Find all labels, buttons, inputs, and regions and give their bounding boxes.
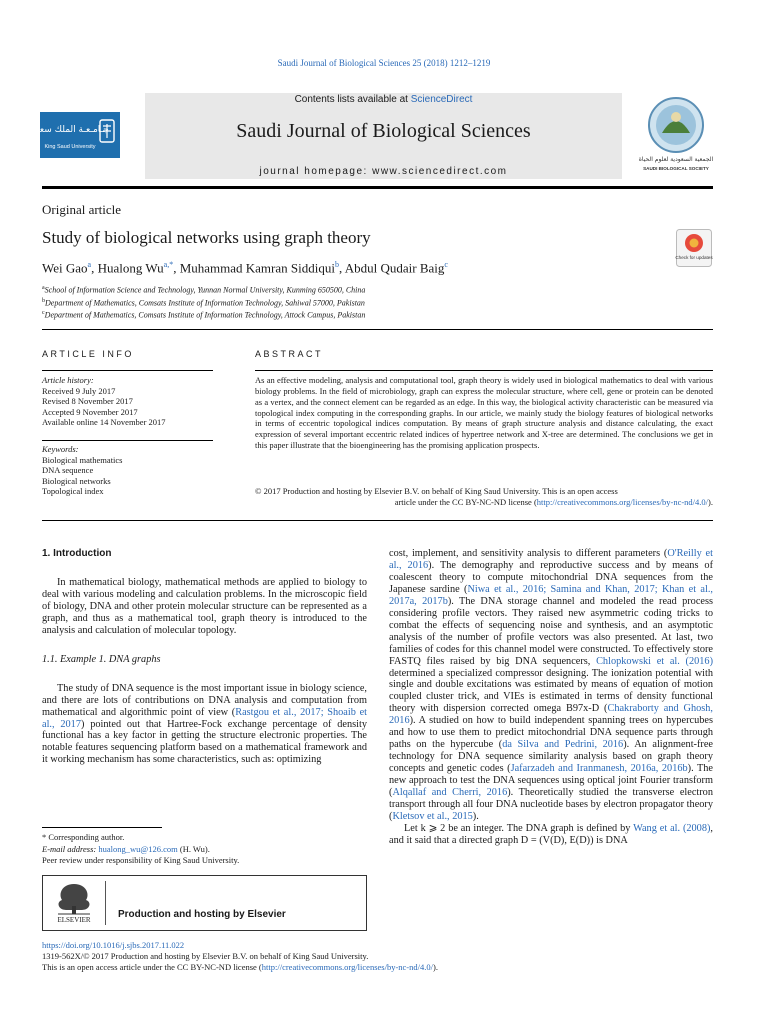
body-text: ). (472, 810, 479, 822)
oa-license-link[interactable]: http://creativecommons.org/licenses/by-nc-nd/4.0/ (261, 962, 433, 973)
copyright-prefix: article under the CC BY-NC-ND license ( (394, 496, 537, 507)
body-text: ). An alignment-free technology for DNA sequence similarity analysis based on graph theory concepts and genetic codes ( (389, 739, 713, 775)
affiliation-text: Department of Mathematics, Comsats Institute of Information Technology, Sahiwal 57000, Pakistan (45, 298, 365, 308)
abstract-heading: ABSTRACT (255, 349, 324, 359)
left-logo-arabic: جـامـعـة الملك سعود (31, 125, 109, 135)
body-text: , and it said that a directed graph D = (V(D), E(D)) is DNA (389, 822, 713, 846)
citation-link[interactable]: O'Reilly et al., 2016 (389, 548, 713, 571)
sciencedirect-link[interactable]: ScienceDirect (410, 94, 473, 105)
keyword: Biological mathematics (42, 454, 123, 465)
history-item: Accepted 9 November 2017 (42, 406, 138, 417)
king-saud-university-logo (31, 112, 120, 158)
citation-link[interactable]: Jafarzadeh and Iranmanesh, 2016a, 2016b (510, 763, 688, 775)
history-label: Article history: (42, 375, 94, 385)
info-rule (42, 370, 213, 371)
doi-link[interactable]: https://doi.org/10.1016/j.sjbs.2017.11.022 (42, 940, 185, 950)
abstract-rule (255, 370, 713, 371)
section-heading-introduction: 1. Introduction (42, 548, 112, 559)
author-list (42, 260, 448, 276)
contents-prefix: Contents lists available at (294, 94, 411, 105)
history-item: Revised 8 November 2017 (42, 396, 133, 407)
citation-link[interactable]: Rastgou et al., 2017; Shoaib et al., 2017 (42, 706, 367, 730)
dna-graph-definition-paragraph (389, 823, 713, 847)
copyright-suffix: ). (708, 496, 713, 507)
title-rule (42, 329, 713, 330)
citation-link[interactable]: Chakraborty and Ghosh, 2016 (389, 703, 713, 727)
citation-link[interactable]: Alqallaf and Cherri, 2016 (392, 787, 508, 799)
abstract-bottom-rule (42, 520, 713, 521)
bottom-notes (42, 940, 438, 974)
author-separator: , (338, 260, 345, 276)
author-separator: , (173, 260, 180, 276)
issn-line: 1319-562X/© 2017 Production and hosting by Elsevier B.V. on behalf of King Saud University. (42, 951, 369, 962)
right-logo-arabic: الجمعية السعودية لعلوم الحياة (638, 156, 714, 163)
body-text: cost, implement, and sensitivity analysis to different parameters ( (389, 548, 668, 559)
author-affiliation-mark[interactable]: c (444, 260, 448, 269)
abstract-copyright (255, 486, 713, 508)
license-link[interactable]: http://creativecommons.org/licenses/by-nc-nd/4.0/ (536, 496, 709, 507)
email-label: E-mail address: (42, 843, 99, 854)
affiliation-mark: b (42, 297, 45, 304)
homepage-line (145, 166, 622, 177)
keyword: Biological networks (42, 475, 111, 486)
citation-link[interactable]: Kletsov et al., 2015 (392, 810, 473, 822)
keywords (42, 444, 123, 497)
intro-paragraph: In mathematical biology, mathematical methods are applied to biology to deal with various modeling and calculation problems. In the microscopic field of biology, DNA and other protein molecular structure can be represented as a graph, and thus as a mathematical tool, graph theory is introduced to the analysis and calculation of molecular topology. (42, 576, 367, 636)
subsection-heading-dna-graphs: 1.1. Example 1. DNA graphs (42, 653, 161, 665)
homepage-link[interactable]: www.sciencedirect.com (372, 166, 508, 177)
affiliation (42, 283, 365, 296)
article-history (42, 375, 166, 428)
history-item: Available online 14 November 2017 (42, 417, 166, 428)
body-text: ). A studied on how to build independent spanning trees on hypercubes and how to use them to predict mitochondrial DNA sequence parts through paths on the hypercube ( (389, 715, 713, 751)
corresponding-author-note: * Corresponding author. (42, 832, 125, 842)
history-item: Received 9 July 2017 (42, 385, 116, 396)
dna-paragraph (42, 683, 367, 767)
elsevier-logo-text: ELSEVIER (57, 916, 91, 924)
author-separator: , (91, 260, 98, 276)
email-note (42, 844, 239, 856)
email-link[interactable]: hualong_wu@126.com (98, 843, 178, 854)
author[interactable]: Hualong Wu (97, 260, 164, 276)
body-column-left (42, 548, 367, 766)
body-text: ). The DNA storage channel and modeled the read process considering profile vectors. They raised new asymmetric coding tricks to combat the effects of sequencing noise and synthesis, and an asymptotic analysis of the number of profile vectors was also presented. At last, two families of codes for this channel model were constructed. To effectively store FASTQ files raised by big DNA sequencers, (389, 595, 713, 667)
author[interactable]: Muhammad Kamran Siddiqui (179, 260, 335, 276)
keyword: DNA sequence (42, 465, 94, 476)
body-text: Let k ⩾ 2 be an integer. The DNA graph is defined by (404, 822, 634, 834)
citation-link[interactable]: Niwa et al., 2016; Samina and Khan, 2017; Khan et al., 2017a, 2017b (389, 583, 713, 607)
keyword: Topological index (42, 486, 104, 497)
journal-citation[interactable]: Saudi Journal of Biological Sciences 25 (2018) 1212–1219 (277, 58, 491, 68)
body-text: ). The new approach to test the DNA sequences using optical joint Fourier transform ( (389, 763, 714, 799)
affiliation-mark: c (42, 310, 45, 317)
oa-suffix: ). (433, 962, 438, 973)
dna-text-2: ) pointed out that Hartree-Fock exchange percentage of density functional has a key factor in getting the structure electronic properties. The notable features sequencing platform based on a mathematical framework and it working mechanism has some characteristics, such as: optimizing (42, 718, 367, 766)
affiliation-text: Department of Mathematics, Comsats Institute of Information Technology, Attock Campus, Pakistan (44, 310, 366, 320)
affiliation (42, 308, 365, 321)
check-for-updates-badge[interactable] (676, 229, 712, 267)
badge-label: Check for updates (675, 255, 713, 260)
author[interactable]: Wei Gao (42, 260, 88, 276)
author-affiliation-mark[interactable]: b (334, 260, 339, 269)
body-text: determined a specialized compressor designing. The ionization potential with single and double excitations was estimated by means of equation of motion coupled cluster trick, and VIEs is estimated in terms of density functional theory with dispersion corrected omega B97x-D ( (389, 667, 713, 715)
right-logo-english: SAUDI BIOLOGICAL SOCIETY (643, 166, 709, 171)
citation-link[interactable]: da Silva and Pedrini, 2016 (502, 739, 624, 751)
dna-text-1: The study of DNA sequence is the most important issue in biology science, and there are lots of contributions on DNA analysis and computation from mathematical and algorithmic point of view ( (42, 682, 367, 718)
body-text: ). The demography and reproductive success and by means of coalescent theory to compute mitochondrial DNA sequences from the Japanese sardine ( (389, 559, 714, 595)
affiliation (42, 296, 365, 309)
left-logo-english: King Saud University (44, 144, 96, 150)
author-affiliation-mark[interactable]: a (87, 260, 92, 269)
affiliation-text: School of Information Science and Technology, Yunnan Normal University, Kunming 650500, China (44, 285, 366, 295)
article-title: Study of biological networks using graph theory (42, 228, 371, 247)
article-type: Original article (42, 202, 122, 217)
footnotes (42, 832, 239, 867)
copyright-line-1: © 2017 Production and hosting by Elsevier B.V. on behalf of King Saud University. This is an open access (255, 486, 618, 496)
footnote-rule (42, 827, 162, 828)
elsevier-tree-logo (48, 880, 100, 924)
copyright-line-2 (255, 497, 713, 508)
abstract-text: As an effective modeling, analysis and computational tool, graph theory is widely used in biological mathematics to deal with various biology problems. In the field of microbiology, graph can express the molecular structure, where cell, gene or protein can be denoted as a vertex, and the connect element can be regarded as an edge. In this way, the biological activity characteristic can be measured via topological index computing in the corresponding graphs. In our article, we mainly study the biology features of biological networks in terms of eccentric topological indices computation. By means of graph structure analysis and distance calculating, the exact expression of several important eccentric related indices of hypertree network and X-tree are determined. The conclusions we get in this paper illustrate that the bioengineering has the promising application prospects. (255, 375, 713, 451)
citation-link[interactable]: Chlopkowski et al. (2016) (596, 655, 713, 667)
contents-line (145, 94, 622, 105)
homepage-prefix: journal homepage: (259, 166, 373, 177)
body-column-right (389, 548, 713, 847)
journal-title: Saudi Journal of Biological Sciences (236, 120, 531, 142)
author-affiliation-mark[interactable]: a,* (163, 260, 174, 269)
saudi-biological-society-logo (638, 95, 714, 175)
right-column-paragraph (389, 548, 713, 823)
affiliations (42, 283, 365, 321)
keywords-rule (42, 440, 213, 441)
citation-link[interactable]: Wang et al. (2008) (633, 822, 711, 834)
oa-prefix: This is an open access article under the CC BY-NC-ND license ( (42, 962, 262, 973)
keywords-label: Keywords: (42, 444, 79, 454)
body-text: ). Theoretically studied the transverse electron transport through all four DNA nucleotide bases by electron propagator theory ( (389, 787, 713, 822)
open-access-line (42, 962, 438, 973)
email-suffix: (H. Wu). (177, 843, 210, 854)
author[interactable]: Abdul Qudair Baig (344, 260, 445, 276)
peer-review-note: Peer review under responsibility of King Saud University. (42, 855, 240, 865)
elsevier-label: Production and hosting by Elsevier (118, 909, 286, 920)
header-rule (42, 186, 713, 189)
elsevier-divider (105, 881, 106, 925)
article-info-heading: ARTICLE INFO (42, 349, 134, 359)
affiliation-mark: a (42, 285, 45, 291)
